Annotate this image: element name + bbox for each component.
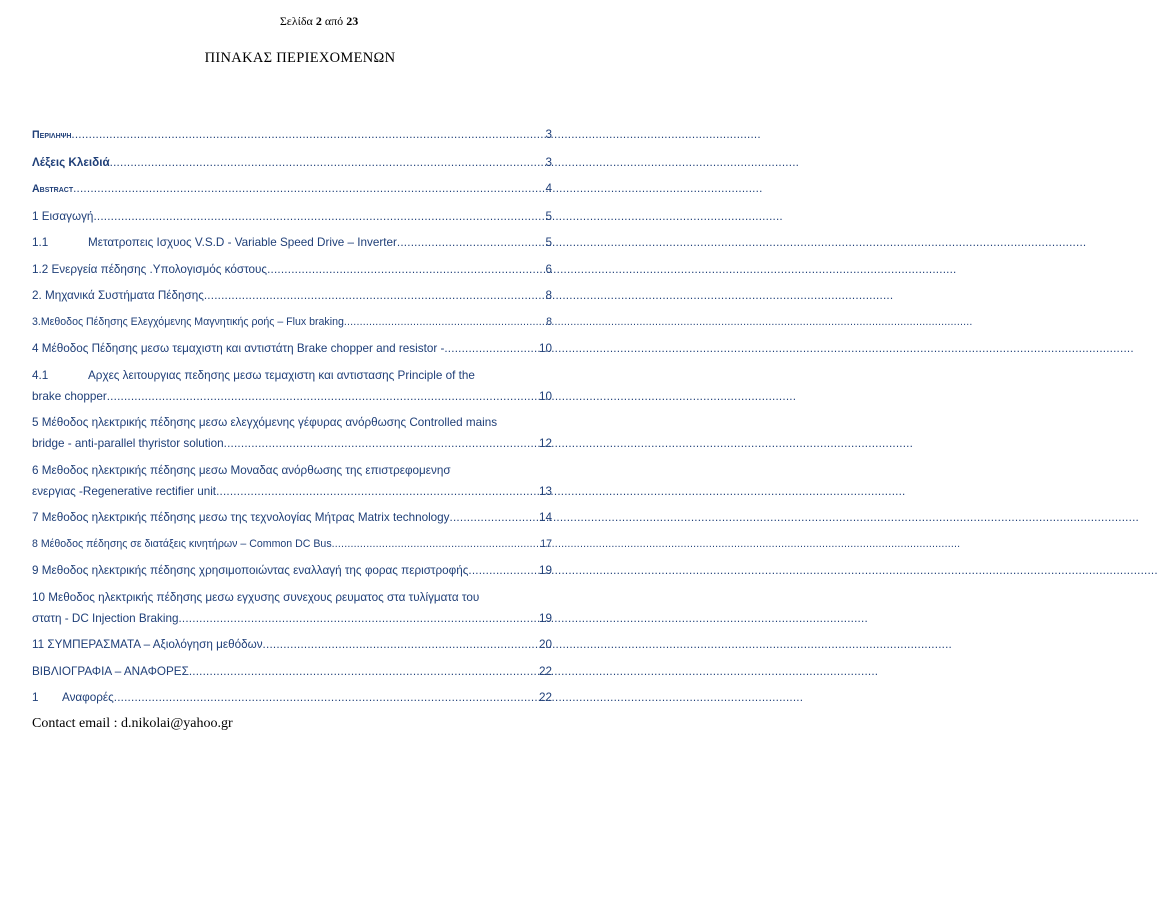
toc-leader [110,152,544,173]
toc-page-number: 3 [545,155,552,169]
toc-page-number: 5 [545,209,552,223]
toc-leader [344,312,544,333]
toc-page-number: 20 [538,638,552,651]
toc-entry-references[interactable] [32,687,552,708]
toc-page-number: 5 [545,236,552,249]
page-label: Σελίδα [279,14,313,28]
toc-entry-keywords[interactable] [32,152,552,173]
toc-entry-label-cont: bridge - anti-parallel thyristor solution [32,437,224,450]
toc-leader [216,481,537,502]
toc-page-number: 19 [538,611,552,625]
toc-entry-2[interactable] [32,285,552,306]
toc-entry-7[interactable] [32,507,552,528]
toc-entry-label: 8 Μέθοδος πέδησης σε διατάξεις κινητήρων – Common DC Bus [32,537,332,550]
toc-page-number: 22 [538,664,552,678]
toc-leader [444,338,537,359]
toc-entry-number: 4.1 [32,368,49,382]
toc-entry-label: 9 Μεθοδος ηλεκτρικής πέδησης χρησιμοποιώντας εναλλαγή της φορας περιστροφής [32,564,469,577]
toc-page-number: 13 [538,484,552,498]
current-page: 2 [315,14,322,28]
toc-entry-label: 7 Μεθοδος ηλεκτρικής πέδησης μεσω της τεχνολογίας Μήτρας Matrix technology [32,511,450,524]
toc-entry-label: 2. Μηχανικά Συστήματα Πέδησης [32,289,204,302]
toc-entry-label: 1.2 Ενεργεία πέδησης .Υπολογισμός κόστους [32,262,268,276]
table-of-contents [32,124,552,714]
toc-leader [224,433,537,454]
toc-leader [468,560,537,581]
toc-leader [178,608,537,629]
toc-leader [71,124,543,145]
toc-page-number: 8 [546,315,552,328]
toc-entry-introduction[interactable] [32,206,552,227]
toc-entry-9[interactable] [32,560,552,581]
toc-page-number: 12 [538,437,552,450]
toc-entry-label: Λέξεις Κλειδιά [32,155,110,169]
toc-entry-label: Μετατροπεις Ισχυος V.S.D - Variable Speed Drive – Inverter [88,236,397,249]
toc-entry-bibliography[interactable] [32,661,552,682]
toc-leader [114,687,537,708]
toc-entry-label: Abstract [32,183,74,195]
toc-entry-8[interactable] [32,534,552,555]
toc-entry-10[interactable] [32,587,552,629]
toc-page-number: 6 [545,262,552,276]
page-header [0,14,638,29]
toc-entry-label: Περιληψη [32,129,72,141]
toc-entry-label: 11 ΣΥΜΠΕΡΑΣΜΑΤΑ – Αξιολόγηση μεθόδων [32,638,263,651]
toc-page-number: 10 [538,389,552,403]
toc-leader [107,386,537,407]
toc-entry-3[interactable] [32,312,552,333]
toc-entry-label: 10 Μεθοδος ηλεκτρικής πέδησης μεσω εγχυσης συνεχους ρευματος στα τυλίγματα του [32,590,480,604]
toc-leader [397,232,544,253]
toc-entry-5[interactable] [32,412,552,454]
toc-entry-11[interactable] [32,634,552,655]
toc-leader [204,285,544,306]
toc-entry-number: 1 [32,691,39,704]
toc-page-number: 3 [545,128,552,141]
toc-entry-number: 1.1 [32,236,49,249]
toc-entry-label: 4 Μέθοδος Πέδησης μεσω τεμαχιστη και αντιστάτη Brake chopper and resistor - [32,342,445,355]
toc-entry-label: ΒΙΒΛΙΟΓΡΑΦΙΑ – ΑΝΑΦΟΡΕΣ [32,664,189,678]
toc-page-number: 17 [540,537,552,550]
toc-leader [267,259,543,280]
toc-entry-label: Αρχες λειτουργιας πεδησης μεσω τεμαχιστη και αντιστασης Principle of the [88,368,475,382]
toc-entry-4[interactable] [32,338,552,359]
toc-entry-6[interactable] [32,460,552,502]
toc-entry-1-1[interactable] [32,232,552,253]
toc-page-number: 10 [538,342,552,355]
toc-entry-label-cont: brake chopper [32,389,107,403]
toc-leader [263,634,537,655]
total-pages: 23 [346,14,359,28]
toc-page-number: 4 [545,182,552,195]
toc-entry-summary[interactable] [32,124,552,146]
toc-leader [73,178,543,199]
toc-entry-label: 5 Μέθοδος ηλεκτρικής πέδησης μεσω ελεγχόμενης γέφυρας ανόρθωσης Controlled mains [32,416,498,429]
toc-leader [189,661,537,682]
toc-entry-label: 6 Μεθοδος ηλεκτρικής πέδησης μεσω Μοναδας ανόρθωσης της επιστρεφομενησ [32,463,451,477]
toc-entry-4-1[interactable] [32,365,552,407]
toc-leader [332,534,539,555]
toc-leader [450,507,537,528]
toc-entry-1-2[interactable] [32,259,552,280]
toc-entry-label: Αναφορές [62,691,114,704]
toc-page-number: 19 [538,564,552,577]
toc-page-number: 14 [538,511,552,524]
toc-leader [93,206,543,227]
toc-entry-abstract[interactable] [32,178,552,200]
toc-page-number: 8 [545,289,552,302]
toc-entry-label-cont: στατη - DC Injection Braking [32,611,179,625]
contact-email: Contact email : d.nikolai@yahoo.gr [32,716,233,731]
toc-title: ΠΙΝΑΚΑΣ ΠΕΡΙΕΧΟΜΕΝΩΝ [204,50,396,66]
toc-entry-label: 3.Μεθοδος Πέδησης Ελεγχόμενης Μαγνητικής ροής – Flux braking [32,315,344,328]
page-of: από [324,14,344,28]
toc-page-number: 22 [538,691,552,704]
toc-entry-label: 1 Εισαγωγή [32,209,94,223]
toc-entry-label-cont: ενεργιας -Regenerative rectifier unit [32,484,217,498]
